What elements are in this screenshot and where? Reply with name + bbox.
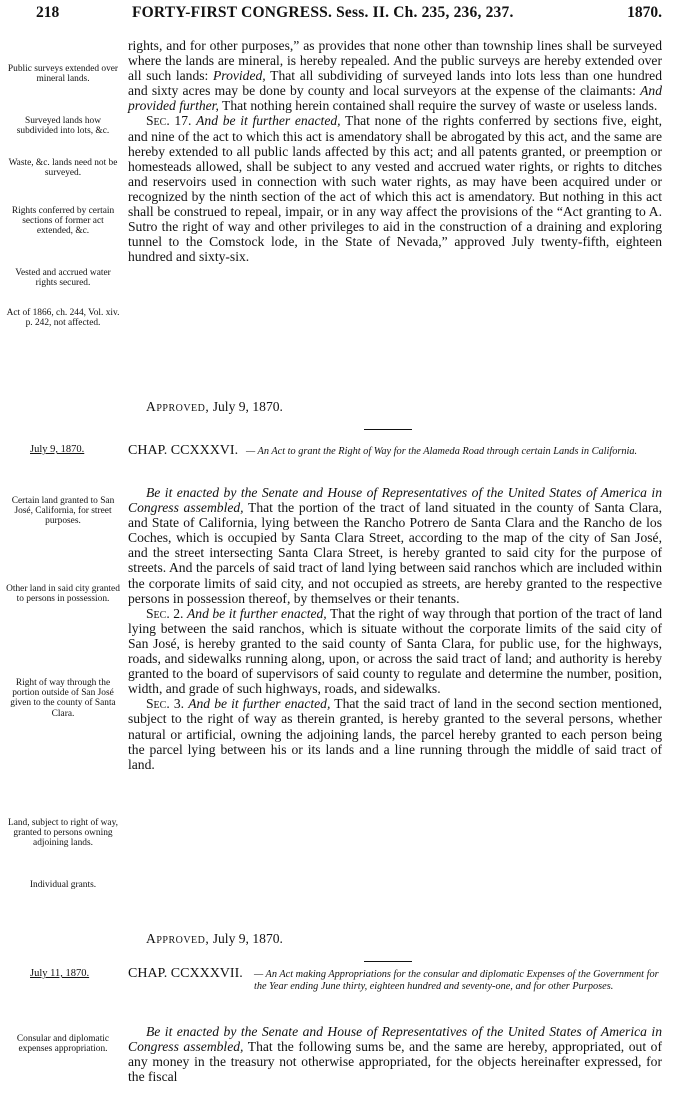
- chap-236-heading: CHAP. CCXXXVI.: [128, 443, 239, 458]
- sec2-text: That the right of way through that portion of the tract of land lying between the said ranchos, which is situate without the corporate limits of the said city of San José, is hereby granted to the said county of Santa Clara, for public use, for the highways, roads, and sidewalks running along, upon, or across the said tract of land; and authority is hereby granted to the board of supervisors of said county to regulate and determine the number, position, width, and grade of such highways, roads, and sidewalks.: [128, 605, 662, 697]
- section-divider-2: [364, 961, 412, 962]
- sidenote-consular: Consular and diplomatic expenses appropriation.: [16, 1034, 110, 1055]
- sec2-enact: And be it further enacted,: [186, 605, 327, 621]
- sidenote-land-subject: Land, subject to right of way, granted to persons owning adjoining lands.: [7, 818, 119, 849]
- sec2-label: Sec. 2.: [146, 605, 184, 621]
- chap-236-para1: That the portion of the tract of land situated in the county of Santa Clara, and State of California, lying between the Rancho Potrero de Santa Clara and the Rancho de los Coches, which is occupied by Santa Clara Street, according to the map of the city of San José, and the street intersecting Santa Clara Street, is hereby granted to said city for the purpose of streets. And the parcels of said tract of land lying between said ranchos which are included within the corporate limits of said city, and not occupied as streets, are hereby granted to the respective persons in possession thereof, by themselves or their tenants.: [128, 500, 662, 606]
- sidenote-surveyed-lands: Surveyed lands how subdivided into lots, &c.: [16, 116, 110, 137]
- chap-237-body: [128, 1024, 662, 1084]
- proviso2-label: And provided further,: [128, 83, 662, 114]
- sidenote-right-of-way: Right of way through the portion outside of San José given to the county of Santa Clara.: [10, 678, 116, 719]
- sidenote-other-land: Other land in said city granted to persons in possession.: [6, 584, 120, 605]
- approved-date-2: July 9, 1870.: [212, 931, 283, 946]
- sec16-body: rights, and for other purposes,” as provides that none other than township lines shall be surveyed where the lands are mineral, is hereby repealed. And the public surveys are hereby extended over all such lands:: [128, 38, 662, 84]
- page-number: 218: [36, 4, 60, 21]
- sidenote-act-1866: Act of 1866, ch. 244, Vol. xiv. p. 242, not affected.: [6, 308, 120, 329]
- running-header: [36, 4, 662, 28]
- approved-label: Approved,: [146, 399, 210, 414]
- sec17-enact: And be it further enacted,: [196, 113, 341, 129]
- sidenote-waste-lands: Waste, &c. lands need not be surveyed.: [8, 158, 118, 179]
- chap-237-description: — An Act making Appropriations for the consular and diplomatic Expenses of the Government for the Year ending June thirty, eighteen hundred and seventy-one, and for other Purposes.: [254, 969, 659, 992]
- chap-236-enacting-clause: Be it enacted by the Senate and House of Representatives of the United States of America in Congress assembled,: [128, 485, 662, 516]
- approved-line-1: [146, 399, 283, 415]
- approved-line-2: [146, 931, 283, 947]
- chap-236-description: — An Act to grant the Right of Way for the Alameda Road through certain Lands in California.: [246, 446, 638, 457]
- section-16-text: [128, 38, 662, 264]
- header-year: 1870.: [627, 4, 662, 21]
- chap-237-heading: CHAP. CCXXXVII.: [128, 966, 243, 981]
- sec17-label: Sec. 17.: [146, 113, 192, 129]
- sidenote-certain-land: Certain land granted to San José, California, for street purposes.: [11, 496, 115, 527]
- sidenote-rights-conferred: Rights conferred by certain sections of former act extended, &c.: [11, 206, 115, 237]
- approved-label-2: Approved,: [146, 931, 210, 946]
- date-note-237: July 11, 1870.: [30, 968, 90, 979]
- proviso2-text: That nothing herein contained shall require the survey of waste or useless lands.: [222, 98, 658, 114]
- sec3-enact: And be it further enacted,: [188, 696, 331, 712]
- sec3-text: That the said tract of land in the second section mentioned, subject to the right of way as therein granted, is hereby granted to the several persons, whether natural or artificial, owning the adjoining lands, the parcel hereby granted to each person being the parcel lying between his or its lands and a line running through the middle of said tract of land.: [128, 696, 662, 772]
- section-divider: [364, 429, 412, 430]
- sec17-text: That none of the rights conferred by sections five, eight, and nine of the act to which this act is amendatory shall be abrogated by this act, and the same are hereby extended to all public lands affected by this act; and all patents granted, or preemption or homesteads allowed, shall be subject to any vested and accrued water rights, or rights to ditches and reservoirs used in connection with such water rights, as may have been acquired under or recognized by the ninth section of the act of which this act is amendatory. But nothing in this act shall be construed to repeal, impair, or in any way affect the provisions of the “Act granting to A. Sutro the right of way and other privileges to aid in the construction of a draining and exploring tunnel to the Comstock lode, in the State of Nevada,” approved July twenty-fifth, eighteen hundred and sixty-six.: [128, 113, 662, 265]
- approved-date: July 9, 1870.: [212, 399, 283, 414]
- sidenote-public-surveys: Public surveys extended over mineral lands.: [7, 64, 119, 85]
- header-title: FORTY-FIRST CONGRESS. Sess. II. Ch. 235, 236, 237.: [132, 4, 514, 21]
- proviso-label: Provided,: [212, 68, 266, 84]
- proviso-text: That all subdividing of surveyed lands into lots less than one hundred and sixty acres may be done by county and local surveyors at the expense of the claimants:: [128, 68, 662, 99]
- date-note-236: July 9, 1870.: [30, 444, 85, 455]
- chap-237-para1: That the following sums be, and the same are hereby, appropriated, out of any money in the treasury not otherwise appropriated, for the objects hereinafter expressed, for the fiscal: [128, 1039, 662, 1085]
- sec3-label: Sec. 3.: [146, 696, 185, 712]
- chap-236-body: [128, 485, 662, 772]
- sidenote-individual-grants: Individual grants.: [29, 880, 97, 890]
- sidenote-vested-water: Vested and accrued water rights secured.: [15, 268, 111, 289]
- chap-237-enacting-clause: Be it enacted by the Senate and House of Representatives of the United States of America in Congress assembled,: [128, 1024, 662, 1055]
